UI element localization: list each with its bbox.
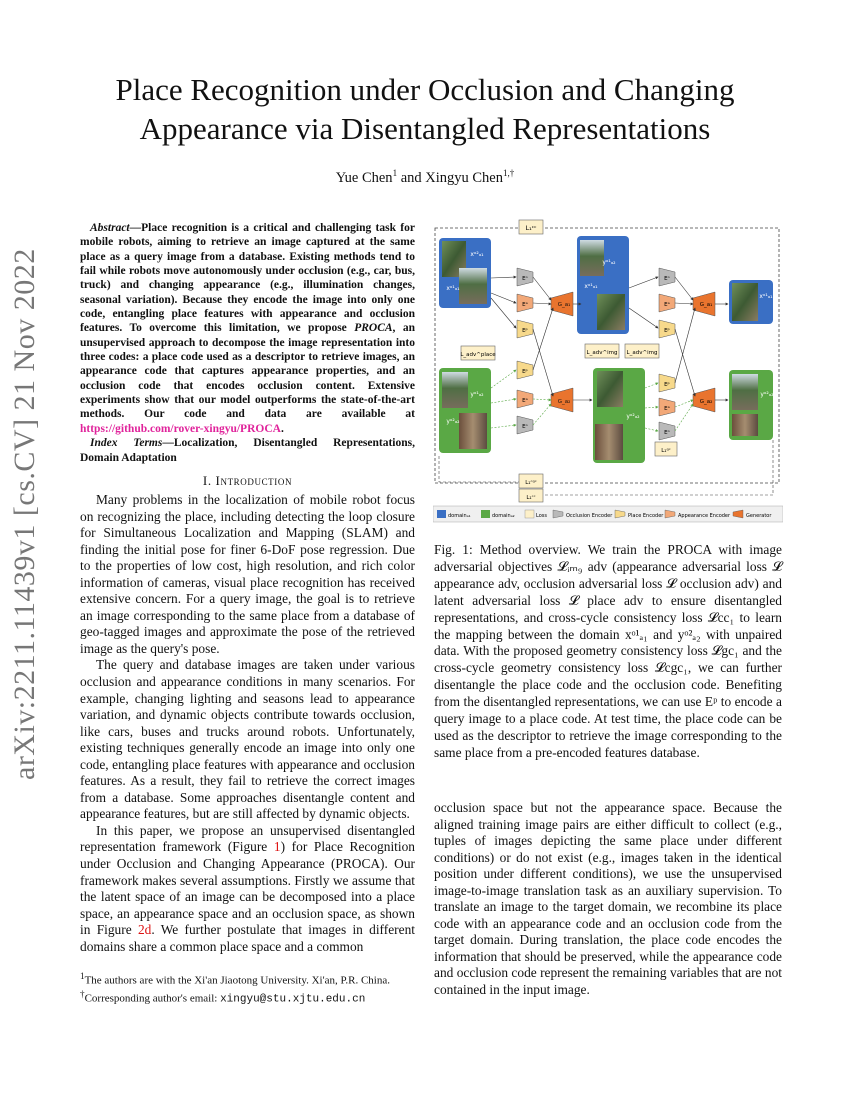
svg-text:yᵒ¹ₐ₂: yᵒ¹ₐ₂ xyxy=(602,259,616,266)
paragraph: In this paper, we propose an unsupervised disentangled representation framework (Figure 1) for Place Recognition under Occlusion and Changing Appearance (PROCA). Our framework makes several assumptions. Firstly we assume that the latent space of an image can be decomposed into a place space, an appearance space and an occlusion space, as shown in Figure 2d. We further postulate that images in different domains share a common place space and a common xyxy=(80,822,415,954)
figure-caption: Fig. 1: Method overview. We train the PROCA with image adversarial objectives 𝓛ᵢₘ₉ adv (appearance adversarial loss 𝓛 appearance adv, occlusion adversarial loss 𝓛 occlusion adv) and latent adversarial loss 𝓛 place adv to ensure disentangled representations, and cross-cycle consistency loss 𝓛cc₁ to learn the mapping between the domain xᵒ¹ₐ₁ and yᵒ²ₐ₂ with unpaired data. With the proposed geometry consistency loss 𝓛gc₁ and the cross-cycle geometry consistency loss 𝓛cgc₁, we can further disentangle the place code and the occlusion code. Benefiting from the disentangled representations, we can use Eᵖ to encode a query image to a place code. At test time, the place code can be used as the descriptor to retrieve the image corresponding to the same place from a pre-encoded features database. xyxy=(434,542,782,760)
encoders-col1 xyxy=(517,268,533,434)
svg-text:L₁ᶜᶜ: L₁ᶜᶜ xyxy=(526,495,536,501)
svg-text:Eᵃ: Eᵃ xyxy=(664,302,670,308)
figure-legend xyxy=(433,506,783,522)
intro-body-right xyxy=(434,800,782,999)
output-image-x xyxy=(729,280,773,324)
footnotes: $^1$The authors are with the Xi'an Jiaotong University. Xi'an, P.R. China. †Corresponding author's email: xingyu@stu.xjtu.edu.cn xyxy=(80,971,390,1006)
svg-text:domainₐ₁: domainₐ₁ xyxy=(448,513,471,519)
paragraph: Many problems in the localization of mobile robot focus on recognizing the place, including detecting the loop closure for Simultaneous Localization and Mapping (SLAM) and finding the initial pose for finer 6-DoF pose regression. Due to the properties of low cost, high resolution, and rich color information of cameras, visual place recognition has received extensive concern. For a query image, the goal is to retrieve an image corresponding to the same place from a database of geo-tagged images and approximate the pose of the retrieved image as the query's pose. xyxy=(80,492,415,656)
svg-text:Eᵖ: Eᵖ xyxy=(522,369,528,375)
paragraph: occlusion space but not the appearance space. Because the aligned training image pairs are either difficult to collect (e.g., tuples of images depicting the same place under different conditions) or do not exist (e.g., images taken in the identical position under different conditions), we use the unsupervised image-to-image translation task as an auxiliary supervision. To translate an image to the target domain, we recombine its place code with an appearance code and an occlusion code from the target domain. During translation, the place code encodes the information that should be preserved, while the appearance code and occlusion code represent the remaining variables that are not contained in the input image. xyxy=(434,800,782,998)
arxiv-identifier[interactable]: arXiv:2211.11439v1 [cs.CV] 21 Nov 2022 xyxy=(8,248,41,780)
svg-text:L_adv^place: L_adv^place xyxy=(460,352,496,358)
svg-text:G_a₁: G_a₁ xyxy=(699,302,713,308)
code-link[interactable]: https://github.com/rover-xingyu/PROCA xyxy=(80,422,281,435)
input-image-y xyxy=(439,368,491,453)
translated-image-bottom xyxy=(593,368,645,463)
svg-text:Eᵃ: Eᵃ xyxy=(522,398,528,404)
svg-text:Eᵒ: Eᵒ xyxy=(522,424,528,430)
svg-text:L_adv^img: L_adv^img xyxy=(626,350,658,356)
svg-text:Eᵖ: Eᵖ xyxy=(664,328,670,334)
author-2: Xingyu Chen xyxy=(425,169,503,186)
svg-text:Appearance Encoder: Appearance Encoder xyxy=(678,513,731,519)
paragraph: The query and database images are taken under various occlusion and appearance conditions in many scenarios. For example, changing lighting and seasons lead to appearance variation, and dynamic objects contribute towards occlusion, like cars, buses and trucks around robots. Unfortunately, existing techniques generally encode an image into only one code, entangling place features with appearance and occlusion features. As a result, they fail to retrieve the correct images from a database. Some approaches disentangle content and appearance features, but are still affected by dynamic objects. xyxy=(80,657,415,822)
index-terms-label: Index Terms xyxy=(90,437,163,450)
method-overview-figure xyxy=(433,218,783,525)
section-heading: I. Introduction xyxy=(202,473,293,488)
abstract: Abstract—Place recognition is a critical and challenging task for mobile robots, aiming to retrieve an image captured at the same place as a query image from a database. Existing methods tend to fail while robots move autonomously under occlusion (e.g., car, bus, truck) and changing appearance (e.g., illumination changes, seasonal variation). Because they encode the image into only one code, entangling place features with appearance and occlusion features. To overcome this limitation, we propose PROCA, an unsupervised approach to decompose the image representation into three codes: a place code used as a descriptor to retrieve images, an appearance code that captures appearance properties, and an occlusion code that encodes occlusion content. Extensive experiments show that our model outperforms the state-of-the-art methods. Our code and data are available at https://github.com/rover-xingyu/PROCA. Index Terms—Localization, Disentangled Representations, Domain Adaptation xyxy=(80,222,416,464)
svg-text:xᵒ²ₐ₁: xᵒ²ₐ₁ xyxy=(470,251,484,258)
svg-text:xᵒ¹ₐ₁: xᵒ¹ₐ₁ xyxy=(759,293,773,300)
svg-text:G_a₂: G_a₂ xyxy=(557,399,571,405)
encoders-col2 xyxy=(659,268,675,440)
legend-swatch xyxy=(525,510,534,518)
translated-image-top xyxy=(577,236,629,334)
figure-ref-1[interactable]: 1 xyxy=(273,839,281,855)
output-image-y xyxy=(729,370,774,440)
svg-text:G_a₁: G_a₁ xyxy=(557,302,571,308)
svg-text:Place Encoder: Place Encoder xyxy=(628,513,664,519)
svg-text:Eᵃ: Eᵃ xyxy=(522,302,528,308)
author-1: Yue Chen xyxy=(335,169,393,186)
svg-text:xᵒ¹ₐ₁: xᵒ¹ₐ₁ xyxy=(584,283,598,290)
svg-text:L₁ᵍᶜ: L₁ᵍᶜ xyxy=(661,448,671,454)
figure-ref-2d[interactable]: 2d xyxy=(137,922,152,938)
svg-text:yᵒ²ₐ₂: yᵒ²ₐ₂ xyxy=(626,413,640,420)
svg-text:Eᵖ: Eᵖ xyxy=(664,382,670,388)
svg-text:Occlusion Encoder: Occlusion Encoder xyxy=(566,513,613,519)
legend-swatch xyxy=(437,510,446,518)
paper-title: Place Recognition under Occlusion and Changing Appearance via Disentangled Representations xyxy=(115,72,735,146)
svg-text:yᵒ²ₐ₂: yᵒ²ₐ₂ xyxy=(760,391,774,398)
svg-text:Generator: Generator xyxy=(746,513,772,519)
svg-text:Eᵃ: Eᵃ xyxy=(664,406,670,412)
intro-body-left xyxy=(80,492,415,955)
svg-text:yᵒ²ₐ₂: yᵒ²ₐ₂ xyxy=(446,418,460,425)
svg-text:domainₐ₂: domainₐ₂ xyxy=(492,513,515,519)
legend-swatch xyxy=(481,510,490,518)
svg-text:L_adv^img: L_adv^img xyxy=(586,350,618,356)
svg-text:Eᵖ: Eᵖ xyxy=(522,328,528,334)
svg-text:L₁ᶜᵍᶜ: L₁ᶜᵍᶜ xyxy=(525,480,537,486)
svg-text:xᵒ¹ₐ₁: xᵒ¹ₐ₁ xyxy=(446,285,460,292)
loss-label: L₁ᶜᶜ xyxy=(525,224,537,232)
svg-text:Loss: Loss xyxy=(536,513,547,519)
index-terms: —Localization, Disentangled Representations, Domain Adaptation xyxy=(80,437,416,464)
input-image-x xyxy=(439,238,491,308)
affiliation-footnote: The authors are with the Xi'an Jiaotong University. Xi'an, P.R. China. xyxy=(84,974,390,987)
svg-text:Eᵒ: Eᵒ xyxy=(522,276,528,282)
author-line: Yue Chen$^1$ and Xingyu Chen$^{1,\dagger}$ xyxy=(335,168,515,186)
svg-text:G_a₂: G_a₂ xyxy=(699,399,713,405)
svg-text:Eᵒ: Eᵒ xyxy=(664,276,670,282)
svg-text:yᵒ¹ₐ₂: yᵒ¹ₐ₂ xyxy=(470,391,484,398)
email: xingyu@stu.xjtu.edu.cn xyxy=(220,993,366,1006)
svg-text:Eᵒ: Eᵒ xyxy=(664,430,670,436)
